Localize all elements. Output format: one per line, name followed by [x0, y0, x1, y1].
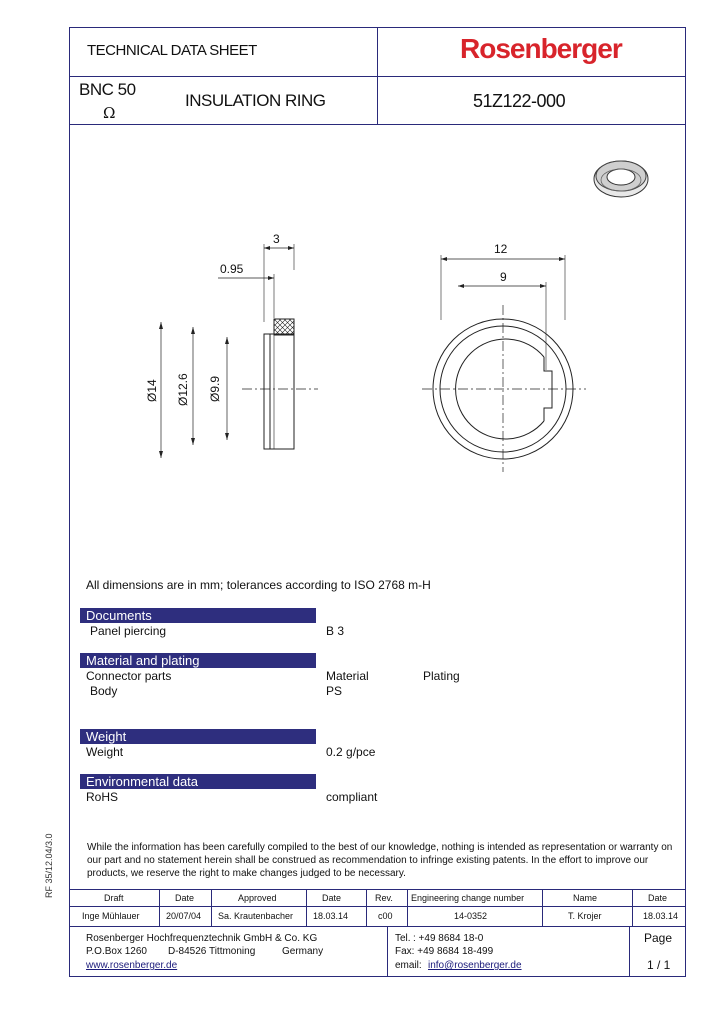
front-view — [422, 255, 586, 472]
ring-thumbnail — [594, 161, 648, 197]
section-environmental: Environmental data — [80, 774, 316, 789]
environmental-row-value: compliant — [326, 790, 378, 804]
documents-row-value: B 3 — [326, 624, 345, 638]
rev-value-date1: 20/07/04 — [166, 911, 202, 921]
rev-value-draft: Inge Mühlauer — [82, 911, 140, 921]
material-col-material: Material — [326, 669, 369, 683]
weight-row-label: Weight — [86, 745, 124, 759]
section-weight: Weight — [80, 729, 316, 744]
disclaimer-line-1: While the information has been carefully compiled to the best of our knowledge, nothing is intended as representation or warranty on — [87, 842, 673, 853]
rev-header-date1: Date — [175, 893, 195, 903]
dim-095-label: 0.95 — [220, 262, 244, 276]
dim-99-label: Ø9.9 — [208, 375, 222, 402]
section-documents: Documents — [80, 608, 316, 623]
rev-header-date3: Date — [648, 893, 668, 903]
dim-126-label: Ø12.6 — [176, 373, 190, 406]
footer-fax: Fax: +49 8684 18-499 — [395, 946, 494, 957]
rev-header-date2: Date — [322, 893, 342, 903]
rev-header-approved: Approved — [238, 893, 277, 903]
rev-value-rev: c00 — [378, 911, 393, 921]
rev-value-date3: 18.03.14 — [643, 911, 679, 921]
material-col-plating: Plating — [423, 669, 460, 683]
footer-tel-label: Tel. — [395, 933, 411, 944]
disclaimer-line-2: our part and no statement herein shall be construed as recommendation to infringe existing patents. In the effort to improve our — [87, 855, 649, 866]
footer-email-link[interactable]: info@rosenberger.de — [428, 960, 522, 971]
rev-header-ecn: Engineering change number — [411, 893, 525, 903]
rev-value-date2: 18.03.14 — [313, 911, 349, 921]
ohm-symbol: Ω — [103, 104, 116, 122]
documents-row-label: Panel piercing — [90, 624, 167, 638]
brand-logo: Rosenberger — [460, 33, 622, 64]
dim-12-label: 12 — [494, 242, 508, 256]
dim-14-label: Ø14 — [145, 379, 159, 402]
footer-city: D-84526 Tittmoning — [168, 946, 256, 957]
environmental-row-label: RoHS — [86, 790, 119, 804]
side-code: RF 35/12.04/3.0 — [44, 833, 54, 898]
footer-email-label: email: — [395, 960, 422, 971]
rev-header-draft: Draft — [104, 893, 124, 903]
dim-3-label: 3 — [273, 232, 280, 246]
rev-header-rev: Rev. — [375, 893, 393, 903]
material-col-connector: Connector parts — [86, 669, 172, 683]
section-material: Material and plating — [80, 653, 316, 668]
footer-pobox: P.O.Box 1260 — [86, 946, 147, 957]
footer-country: Germany — [282, 946, 324, 957]
weight-row-value: 0.2 g/pce — [326, 745, 376, 759]
material-row-material: PS — [326, 684, 343, 698]
product-name: INSULATION RING — [185, 91, 326, 110]
rev-value-approved: Sa. Krautenbacher — [218, 911, 294, 921]
footer-website-link[interactable]: www.rosenberger.de — [86, 960, 178, 971]
general-note: All dimensions are in mm; tolerances according to ISO 2768 m-H — [86, 578, 431, 592]
footer-tel: : +49 8684 18-0 — [413, 933, 484, 944]
footer-company: Rosenberger Hochfrequenztechnik GmbH & Co. KG — [86, 933, 318, 944]
part-number: 51Z122-000 — [473, 91, 566, 111]
disclaimer-line-3: products, we reserve the right to make changes judged to be necessary. — [87, 868, 406, 879]
doc-type-title: TECHNICAL DATA SHEET — [87, 42, 257, 59]
rev-value-ecn: 14-0352 — [454, 911, 488, 921]
rev-header-name: Name — [573, 893, 598, 903]
rev-value-name: T. Krojer — [568, 911, 602, 921]
dim-9-label: 9 — [500, 270, 507, 284]
footer-page-value: 1 / 1 — [647, 958, 671, 972]
footer-page-label: Page — [644, 931, 673, 945]
series-label: BNC 50 — [79, 80, 136, 99]
material-row-label: Body — [90, 684, 118, 698]
side-view — [161, 244, 318, 458]
